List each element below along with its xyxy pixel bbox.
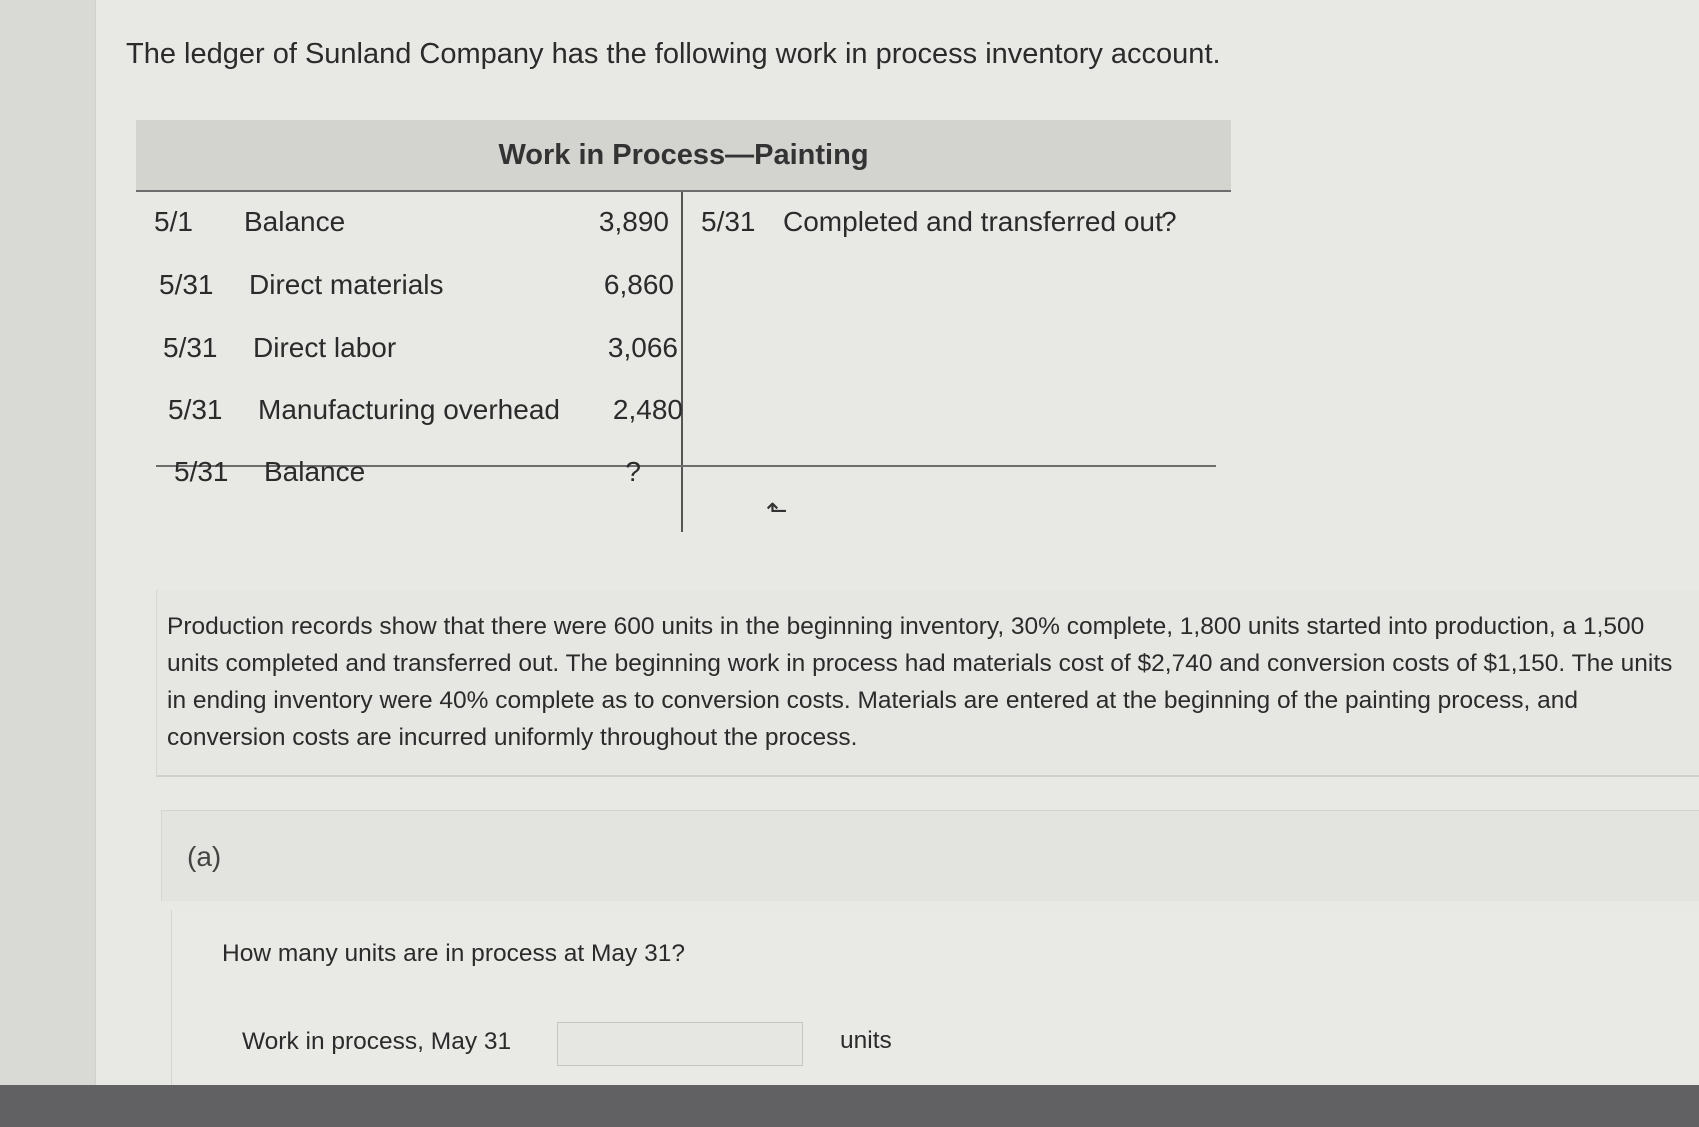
problem-page: [95, 0, 1699, 1085]
work-in-process-units-input[interactable]: [557, 1022, 803, 1066]
mouse-pointer-icon: ⬑: [766, 495, 788, 525]
debit-row: [150, 380, 695, 440]
debit-row: [145, 318, 690, 378]
debit-date: 5/31: [163, 332, 218, 363]
debit-date: 5/31: [168, 394, 223, 425]
question-panel: [171, 910, 1699, 1085]
units-label: units: [840, 1027, 892, 1054]
part-a-label: (a): [187, 841, 222, 872]
debit-amount: 2,480: [612, 394, 683, 425]
ending-balance-description: Balance: [264, 456, 366, 487]
credit-date: 5/31: [701, 206, 756, 237]
debit-amount: 3,066: [607, 332, 678, 363]
credit-row: [683, 192, 1231, 252]
question-text: How many units are in process at May 31?: [222, 940, 685, 967]
ending-balance-row: [156, 442, 681, 502]
answer-label: Work in process, May 31: [242, 1028, 512, 1055]
debit-date: 5/1: [154, 206, 193, 237]
debit-row: [136, 192, 681, 252]
debit-date: 5/31: [159, 269, 214, 300]
ending-balance-date: 5/31: [174, 456, 229, 487]
problem-intro: The ledger of Sunland Company has the following work in process inventory account.: [126, 38, 1221, 70]
debit-row: [141, 255, 686, 315]
debit-description: Balance: [244, 206, 346, 237]
production-records-panel: [156, 590, 1699, 777]
debit-description: Direct materials: [249, 269, 444, 300]
credit-description: Completed and transferred out: [783, 206, 1163, 237]
debit-description: Direct labor: [253, 332, 397, 363]
t-account-title: Work in Process—Painting: [136, 120, 1231, 192]
screen-bottom-bezel: [0, 1085, 1699, 1127]
debit-description: Manufacturing overhead: [258, 394, 560, 425]
part-a-header: [161, 810, 1699, 901]
credit-amount: ?: [1161, 206, 1177, 237]
t-account: [136, 120, 1231, 540]
ending-balance-amount: ?: [625, 456, 641, 487]
debit-amount: 6,860: [603, 269, 674, 300]
production-records-text: Production records show that there were 600 units in the beginning inventory, 30% complete, 1,800 units started into production, a 1,500 units completed and transferred out. The beginning work in process had materials cost of $2,740 and conversion costs of $1,150. The units in ending inventory were 40% complete as to conversion costs. Materials are entered at the beginning of the painting process, and conversion costs are incurred uniformly throughout the process.: [167, 613, 1673, 751]
debit-amount: 3,890: [598, 206, 669, 237]
